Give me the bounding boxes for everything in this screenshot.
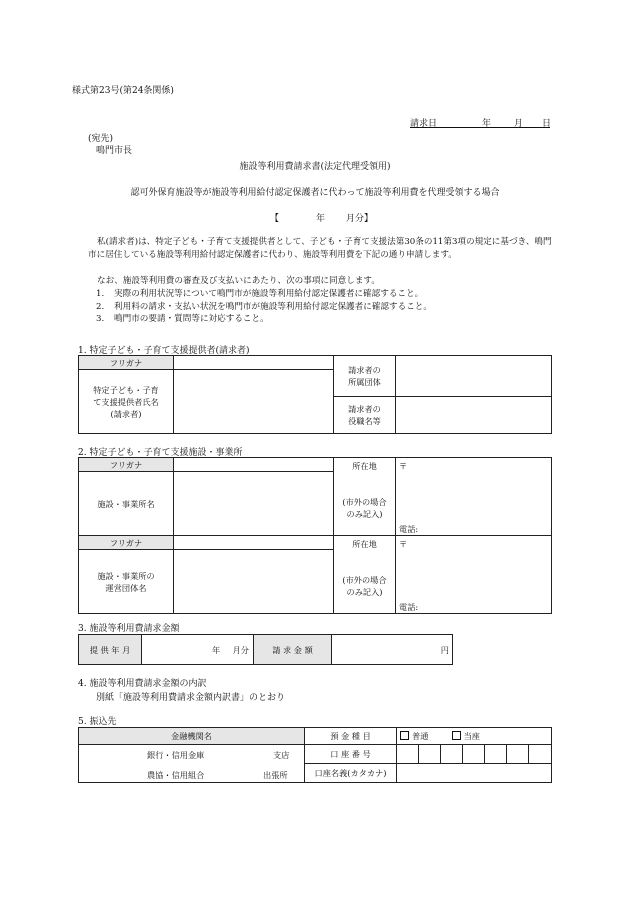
provider-name-field[interactable] xyxy=(174,370,334,434)
request-date-day: 日 xyxy=(542,119,552,129)
request-date-month: 月 xyxy=(514,119,524,129)
holder-label: 口座名義(カタカナ) xyxy=(305,764,397,783)
account-digit-cell[interactable] xyxy=(507,745,529,764)
request-date xyxy=(410,116,550,128)
org-label: 請求者の 所属団体 xyxy=(334,356,396,397)
operator-furigana-field[interactable] xyxy=(174,536,334,550)
addressee-prefix: (宛先) xyxy=(88,134,114,144)
type-ordinary-checkbox[interactable]: 普通 xyxy=(400,731,428,741)
bank-name-header: 金融機関名 xyxy=(79,728,305,745)
provider-table xyxy=(78,355,552,434)
section2-heading: 2. 特定子ども・子育て支援施設・事業所 xyxy=(78,448,243,458)
agreement-item: 2. 利用料の請求・支払い状況を鳴門市が施設等利用給付認定保護者に確認すること。 xyxy=(96,301,432,312)
org-field[interactable] xyxy=(396,356,552,397)
operator-location-label: 所在地 (市外の場合 のみ記入) xyxy=(334,536,396,614)
addressee-name: 鳴門市長 xyxy=(96,146,133,156)
facility-location-label: 所在地 (市外の場合 のみ記入) xyxy=(334,458,396,536)
account-digit-cell[interactable] xyxy=(419,745,441,764)
form-number: 様式第23号(第24条関係) xyxy=(72,86,174,96)
provider-furigana-field[interactable] xyxy=(174,356,334,370)
section5-heading: 5. 振込先 xyxy=(78,717,117,727)
bank-table xyxy=(78,727,552,783)
operator-furigana-label: フリガナ xyxy=(79,536,174,550)
facility-furigana-label: フリガナ xyxy=(79,458,174,472)
section3-heading: 3. 施設等利用費請求金額 xyxy=(78,624,180,634)
operator-location-field[interactable] xyxy=(396,536,552,614)
operator-phone-label: 電話: xyxy=(399,602,419,612)
bank-name-field[interactable]: 銀行・信用金庫 支店 農協・信用組合 出張所 xyxy=(79,745,305,783)
paragraph-request: 私(請求者)は、特定子ども・子育て支援提供者として、子ども・子育て支援法第30条の11第3項の規定に基づき、鳴門市に居住している施設等利用給付認定保護者に代わり、施設等利用費を下記の通り申請します。 xyxy=(88,237,552,260)
document-title: 施設等利用費請求書(法定代理受領用) xyxy=(239,162,391,172)
period-label: 提 供 年 月 xyxy=(79,635,142,665)
account-number-label: 口 座 番 号 xyxy=(305,745,397,764)
provider-name-label: 特定子ども・子育 て支援提供者氏名 (請求者) xyxy=(79,370,174,434)
facility-name-label: 施設・事業所名 xyxy=(79,472,174,536)
operator-postal-mark: 〒 xyxy=(399,539,408,549)
amount-label: 請 求 金 額 xyxy=(254,635,332,665)
account-digit-cell[interactable] xyxy=(397,745,419,764)
account-digit-cell[interactable] xyxy=(463,745,485,764)
amount-field[interactable]: 円 xyxy=(332,635,453,665)
period-open: 【 xyxy=(270,214,280,224)
account-digit-cell[interactable] xyxy=(529,745,552,764)
title-label: 請求者の 役職名等 xyxy=(334,397,396,434)
facility-location-field[interactable] xyxy=(396,458,552,536)
request-date-label: 請求日 xyxy=(410,119,438,129)
document-subtitle: 認可外保育施設等が施設等利用給付認定保護者に代わって施設等利用費を代理受領する場合 xyxy=(130,188,500,198)
account-type-label: 預 金 種 目 xyxy=(305,728,397,745)
section4-heading: 4. 施設等利用費請求金額の内訳 xyxy=(78,679,207,689)
provider-furigana-label: フリガナ xyxy=(79,356,174,370)
paragraph-consent: なお、施設等利用費の審査及び支払いにあたり、次の事項に同意します。 xyxy=(97,276,380,286)
period-month: 月分】 xyxy=(346,214,374,224)
section4-note: 別紙「施設等利用費請求金額内訳書」のとおり xyxy=(96,693,286,703)
operator-name-label: 施設・事業所の 運営団体名 xyxy=(79,550,174,614)
section1-heading: 1. 特定子ども・子育て支援提供者(請求者) xyxy=(78,346,250,356)
facility-name-field[interactable] xyxy=(174,472,334,536)
amount-table xyxy=(78,634,453,665)
period-year: 年 xyxy=(316,214,326,224)
operator-name-field[interactable] xyxy=(174,550,334,614)
agreement-list xyxy=(96,288,432,326)
type-current-checkbox[interactable]: 当座 xyxy=(452,731,480,741)
request-date-year: 年 xyxy=(482,119,492,129)
title-field[interactable] xyxy=(396,397,552,434)
facility-postal-mark: 〒 xyxy=(399,461,408,471)
facility-furigana-field[interactable] xyxy=(174,458,334,472)
period-field[interactable]: 年 月分 xyxy=(142,635,254,665)
holder-field[interactable] xyxy=(397,764,552,783)
request-period xyxy=(270,211,374,224)
account-digit-cell[interactable] xyxy=(485,745,507,764)
agreement-item: 3. 鳴門市の要請・質問等に対応すること。 xyxy=(96,314,269,325)
account-type-options xyxy=(397,728,552,745)
facility-phone-label: 電話: xyxy=(399,524,419,534)
facility-table xyxy=(78,457,552,614)
account-digit-cell[interactable] xyxy=(441,745,463,764)
agreement-item: 1. 実際の利用状況等について鳴門市が施設等利用給付認定保護者に確認すること。 xyxy=(96,289,424,299)
